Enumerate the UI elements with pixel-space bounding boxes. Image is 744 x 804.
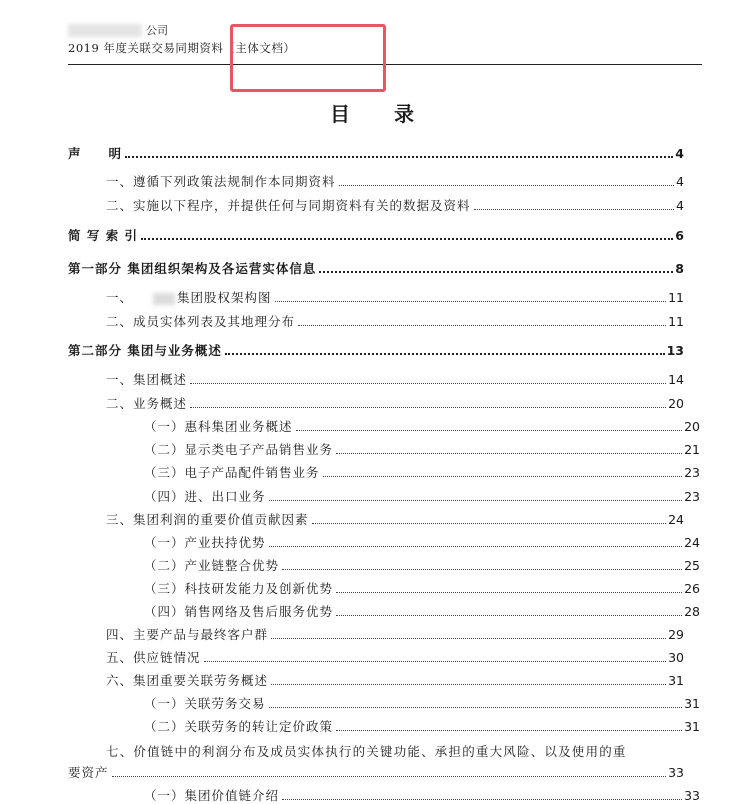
toc-entry[interactable] <box>144 489 700 505</box>
leader-dots <box>125 156 673 158</box>
toc-entry-page: 20 <box>668 396 684 411</box>
toc-entry[interactable] <box>144 465 700 481</box>
leader-dots <box>319 271 673 273</box>
toc-entry-page: 24 <box>684 535 700 550</box>
toc-entry-page: 6 <box>675 228 684 243</box>
toc-entry-label: 四、主要产品与最终客户群 <box>106 627 269 642</box>
toc-entry-page: 30 <box>668 650 684 665</box>
toc-entry-page: 14 <box>668 372 684 387</box>
toc-entry[interactable] <box>106 650 684 666</box>
leader-dots <box>336 730 682 731</box>
toc-entry-page: 23 <box>684 489 700 504</box>
toc-entry-label: （四）进、出口业务 <box>144 489 266 504</box>
toc-entry-label: （二）产业链整合优势 <box>144 558 280 573</box>
toc-entry-page: 28 <box>684 604 700 619</box>
toc-entry-label: 二、成员实体列表及其地理分布 <box>106 314 296 329</box>
toc-entry-page: 20 <box>684 419 700 434</box>
toc-entry-label: 一、遵循下列政策法规制作本同期资料 <box>106 174 336 189</box>
leader-dots <box>112 776 667 777</box>
toc-entry-page: 23 <box>684 465 700 480</box>
toc-entry-label <box>106 290 272 306</box>
toc-entry-page: 11 <box>668 290 684 305</box>
toc-entry[interactable] <box>68 228 684 244</box>
toc-entry[interactable] <box>106 627 684 643</box>
toc-entry[interactable] <box>144 535 700 551</box>
toc-entry-label: 要资产 <box>68 765 109 780</box>
toc-entry-label: 第一部分 集团组织架构及各运营实体信息 <box>68 261 317 276</box>
toc-entry-page: 33 <box>684 788 700 803</box>
report-title: 2019 年度关联交易同期资料 <box>68 41 224 55</box>
leader-dots <box>298 325 666 326</box>
leader-dots <box>271 638 666 639</box>
leader-dots <box>190 383 666 384</box>
toc-entry-label: 三、集团利润的重要价值贡献因素 <box>106 512 309 527</box>
leader-dots <box>474 209 675 210</box>
toc-entry-label: （一）集团价值链介绍 <box>144 788 280 803</box>
leader-dots <box>296 430 683 431</box>
toc-entry-page: 29 <box>668 627 684 642</box>
toc-entry-page: 26 <box>684 581 700 596</box>
leader-dots <box>336 615 682 616</box>
leader-dots <box>323 476 683 477</box>
leader-dots <box>269 500 683 501</box>
toc-entry-page: 4 <box>676 174 684 189</box>
toc-entry[interactable] <box>106 512 684 528</box>
toc-entry[interactable] <box>106 396 684 412</box>
toc-entry-label: 二、业务概述 <box>106 396 188 411</box>
document-type: （主体文档） <box>223 41 296 55</box>
toc-entry-label: （一）产业扶持优势 <box>144 535 266 550</box>
toc-entry-label: 二、实施以下程序，并提供任何与同期资料有关的数据及资料 <box>106 198 471 213</box>
toc-title: 目录 <box>330 102 458 126</box>
leader-dots <box>225 353 665 355</box>
redacted-company-name <box>68 24 142 37</box>
toc-entry-prefix: 一、 <box>106 290 134 305</box>
toc-entry[interactable] <box>144 419 700 435</box>
leader-dots <box>339 185 675 186</box>
leader-dots <box>336 592 682 593</box>
toc-entry-page: 31 <box>684 719 700 734</box>
toc-entry-wrapped-line[interactable]: 七、价值链中的利润分布及成员实体执行的关键功能、承担的重大风险、以及使用的重 <box>106 744 627 759</box>
redacted-name <box>153 293 175 305</box>
toc-entry-label: （四）销售网络及售后服务优势 <box>144 604 334 619</box>
toc-entry[interactable] <box>144 696 700 712</box>
toc-entry[interactable] <box>106 372 684 388</box>
toc-entry-label: （三）电子产品配件销售业务 <box>144 465 320 480</box>
leader-dots <box>271 684 666 685</box>
toc-entry[interactable] <box>144 719 700 735</box>
toc-entry[interactable] <box>144 442 700 458</box>
toc-entry[interactable] <box>106 290 684 306</box>
toc-entry-label: （三）科技研发能力及创新优势 <box>144 581 334 596</box>
toc-entry-label: 第二部分 集团与业务概述 <box>68 343 222 358</box>
leader-dots <box>190 407 666 408</box>
leader-dots <box>141 238 673 240</box>
company-suffix: 公司 <box>146 24 168 37</box>
toc-entry[interactable] <box>106 314 684 330</box>
toc-entry-label-text: 集团股权架构图 <box>177 290 272 305</box>
highlight-box <box>230 24 386 92</box>
toc-entry-label: （二）关联劳务的转让定价政策 <box>144 719 334 734</box>
toc-entry-page: 21 <box>684 442 700 457</box>
leader-dots <box>282 569 682 570</box>
toc-entry-page: 4 <box>675 146 684 161</box>
toc-entry[interactable] <box>68 765 684 781</box>
leader-dots <box>269 707 683 708</box>
toc-entry[interactable] <box>144 558 700 574</box>
toc-entry[interactable] <box>68 343 684 359</box>
toc-entry-label: 简 写 索 引 <box>68 228 139 243</box>
toc-entry[interactable] <box>144 604 700 620</box>
toc-entry-label: 一、集团概述 <box>106 372 188 387</box>
toc-entry-page: 4 <box>676 198 684 213</box>
toc-entry-page: 31 <box>684 696 700 711</box>
toc-entry-label: （一）惠科集团业务概述 <box>144 419 293 434</box>
leader-dots <box>336 453 682 454</box>
toc-entry[interactable] <box>144 581 700 597</box>
toc-entry-page: 8 <box>675 261 684 276</box>
toc-entry[interactable] <box>106 673 684 689</box>
toc-entry-page: 11 <box>668 314 684 329</box>
toc-entry-label: （二）显示类电子产品销售业务 <box>144 442 334 457</box>
toc-entry[interactable] <box>106 174 684 190</box>
toc-entry-page: 13 <box>666 343 684 358</box>
toc-entry[interactable] <box>106 198 684 214</box>
toc-entry[interactable] <box>144 788 700 804</box>
toc-entry-label: 声 明 <box>68 146 123 161</box>
toc-entry[interactable] <box>68 261 684 277</box>
toc-entry-page: 33 <box>668 765 684 780</box>
toc-entry-page: 25 <box>684 558 700 573</box>
toc-entry-page: 24 <box>668 512 684 527</box>
leader-dots <box>269 546 683 547</box>
leader-dots <box>275 301 667 302</box>
toc-entry[interactable] <box>68 146 684 162</box>
toc-entry-label: 五、供应链情况 <box>106 650 201 665</box>
toc-entry-label: （一）关联劳务交易 <box>144 696 266 711</box>
toc-entry-label: 六、集团重要关联劳务概述 <box>106 673 269 688</box>
leader-dots <box>312 523 667 524</box>
toc-entry-page: 31 <box>668 673 684 688</box>
leader-dots <box>282 799 682 800</box>
leader-dots <box>204 661 667 662</box>
